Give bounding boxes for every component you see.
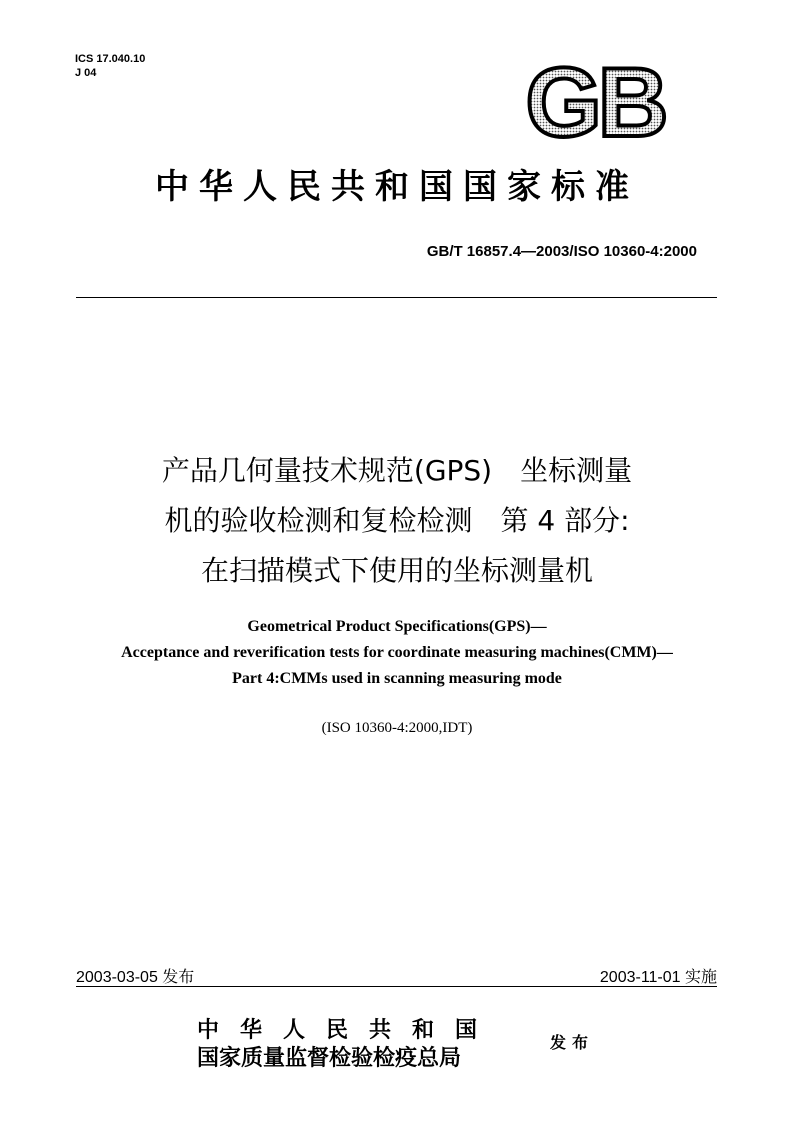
top-divider: [76, 297, 717, 298]
publish-date: 2003-03-05 发布: [76, 969, 195, 986]
implement-date: 2003-11-01 实施: [599, 969, 717, 986]
chinese-title: [0, 446, 794, 596]
bottom-divider: [76, 986, 717, 987]
ccs-code: J 04: [75, 67, 97, 79]
english-title-line: Geometrical Product Specifications(GPS)—: [247, 618, 547, 635]
ics-code: ICS 17.040.10: [75, 53, 146, 65]
chinese-title-line: 机的验收检测和复检检测 第 4 部分:: [164, 504, 630, 537]
english-title: [0, 614, 794, 692]
issuing-authority: [197, 1016, 498, 1072]
issuer-line: 中华人民共和国: [197, 1017, 499, 1043]
release-label: 发布: [550, 1033, 595, 1052]
english-title-line: Part 4:CMMs used in scanning measuring mode: [232, 670, 562, 687]
gb-logo-icon: [515, 58, 675, 146]
svg-text:GB: GB: [525, 58, 665, 146]
iso-identity: (ISO 10360-4:2000,IDT): [321, 720, 473, 736]
org-title: 中华人民共和国国家标准: [155, 167, 639, 207]
classification-codes: [75, 52, 145, 80]
standard-number: GB/T 16857.4—2003/ISO 10360-4:2000: [426, 243, 697, 260]
english-title-line: Acceptance and reverification tests for coordinate measuring machines(CMM)—: [121, 644, 673, 661]
issuer-line: 国家质量监督检验检疫总局: [197, 1045, 462, 1071]
chinese-title-line: 产品几何量技术规范(GPS) 坐标测量: [161, 454, 633, 487]
chinese-title-line: 在扫描模式下使用的坐标测量机: [200, 554, 593, 587]
